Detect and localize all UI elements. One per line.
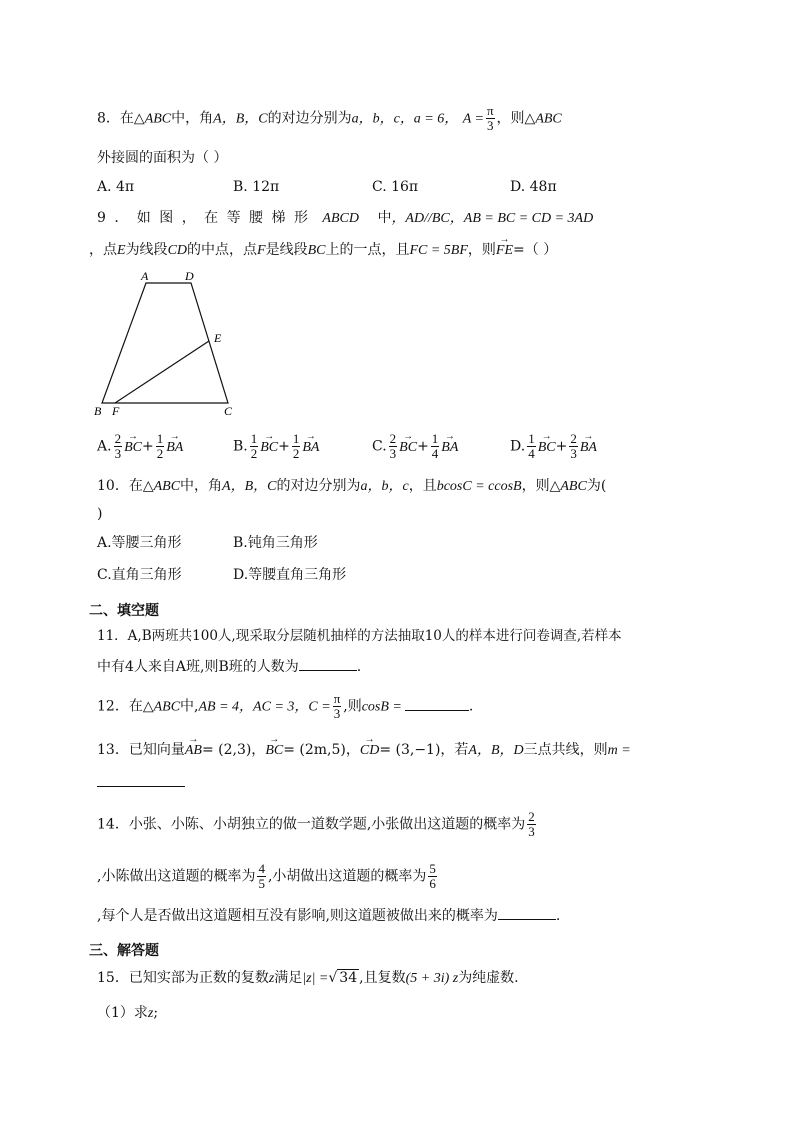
trapezoid-outline (102, 283, 228, 403)
q13-line1 (97, 740, 631, 761)
q12-cond: AB = 4，AC = 3，C = (198, 699, 331, 715)
q10-sides: a，b，c (360, 479, 409, 494)
q10-t5: ，则△ (521, 478, 561, 494)
q8-option-a: A. 4π (97, 179, 135, 195)
q11-text: 中有4人来自A班,则B班的人数为 (97, 659, 299, 675)
plus: + (417, 438, 429, 455)
q10-t1: 10．在△ (97, 478, 154, 494)
frac-den: 3 (487, 118, 494, 133)
option-label: C. (372, 438, 387, 455)
q9-cond: ，AD//BC，AB = BC = CD = 3AD (391, 211, 594, 226)
q14-t1: 14．小张、小陈、小胡独立的做一道数学题,小张做出这道题的概率为 (97, 816, 526, 833)
frac (156, 432, 165, 461)
q14-end: . (555, 908, 561, 924)
q10-t4: ，且 (408, 478, 437, 494)
frac-den: 4 (528, 446, 535, 461)
q14-frac2 (257, 862, 266, 891)
plus: + (278, 438, 290, 455)
frac-num: 1 (156, 431, 164, 446)
q9-f: F (257, 243, 266, 258)
q10-line2: ) (97, 506, 103, 522)
q14-line2 (97, 862, 439, 891)
q12-t2: 中, (180, 698, 199, 715)
q8-cond: ，a = 6， (399, 111, 459, 127)
q12-t3: ,则 (343, 698, 362, 715)
frac-den: 3 (570, 446, 577, 461)
q8-text2: 中，角 (171, 110, 214, 127)
q10-option-a: A.等腰三角形 (97, 535, 182, 551)
q10-option-b: B.钝角三角形 (233, 535, 318, 551)
q13-e1: = (2,3)， (201, 742, 266, 758)
q14-frac1 (527, 810, 536, 839)
frac (114, 432, 123, 461)
q9-trap: ABCD (322, 211, 359, 226)
q15-sub1-text: （1）求 (97, 1005, 148, 1021)
q12-end: . (468, 698, 474, 715)
q8-option-b: B. 12π (233, 179, 280, 195)
frac-den: 3 (528, 824, 535, 839)
q15-t2: 满足 (274, 970, 303, 986)
frac (527, 432, 536, 461)
q10-cond: bcosC = ccosB (436, 479, 522, 494)
q10-tri: ABC (153, 479, 181, 494)
q9-t6: ，则 (467, 242, 496, 258)
vector: → BA (166, 438, 183, 458)
option-label: A. (97, 438, 112, 455)
q11-end: . (356, 659, 362, 675)
q13-t1: 13．已知向量 (97, 742, 185, 758)
q15-sub1-end: ; (153, 1005, 159, 1021)
q10-t3: 的对边分别为 (276, 478, 361, 494)
q9-bc: BC (307, 243, 326, 258)
q9-option-b (233, 432, 319, 461)
plus: + (141, 438, 154, 455)
q8-sides: a，b，c (351, 111, 400, 127)
frac-den: 2 (292, 446, 300, 461)
q13-cd-vector: → CD (360, 741, 379, 761)
q9-t7: =（ ） (513, 242, 558, 258)
q9-line2 (89, 240, 557, 261)
frac (292, 432, 301, 461)
q12-cosb: cosB = (361, 699, 402, 715)
vector: → BA (302, 438, 319, 458)
frac-den: 5 (258, 876, 265, 891)
q8-line1 (97, 104, 562, 133)
q10-angles: A，B，C (222, 479, 277, 494)
q13-answer-blank[interactable] (97, 772, 185, 787)
q13-e3: = (3,−1)，若 (379, 742, 469, 758)
q12-line (97, 692, 473, 721)
frac (431, 432, 440, 461)
q12-t1: 12．在△ (97, 698, 154, 715)
q15-expr: (5 + 3i) z (405, 971, 459, 986)
q9-option-c (372, 432, 458, 461)
q9-fe-vector: → FE (496, 241, 513, 261)
frac-num: 1 (528, 431, 535, 446)
q12-frac (333, 692, 342, 721)
q9-t2: 为线段 (125, 242, 168, 258)
frac-den: 3 (114, 446, 122, 461)
frac-num: 2 (389, 431, 397, 446)
q13-t2: 三点共线，则 (523, 742, 608, 758)
vector: → BA (580, 438, 597, 458)
frac-num: π (333, 691, 341, 706)
q15-sub1-z: z (147, 1006, 154, 1021)
q10-tri2: ABC (560, 479, 587, 494)
frac-num: 4 (258, 861, 265, 876)
frac-num: 2 (570, 431, 577, 446)
q8-text3: 的对边分别为 (267, 110, 352, 127)
q13-points: A，B，D (468, 743, 524, 758)
frac (389, 432, 398, 461)
frac-den: 2 (250, 446, 258, 461)
label-e: E (214, 331, 222, 345)
q10-t2: 中，角 (180, 478, 223, 494)
label-a: A (141, 269, 149, 283)
q15-line (97, 968, 519, 989)
q9-option-d (510, 432, 597, 461)
trapezoid-figure (90, 268, 250, 418)
q12-tri: ABC (153, 699, 181, 715)
q13-line2 (97, 772, 185, 793)
q10-option-d: D.等腰直角三角形 (233, 567, 347, 583)
frac-den: 4 (431, 446, 439, 461)
q8-line2: 外接圆的面积为（ ） (97, 150, 228, 166)
q8-angles: A，B，C (213, 111, 268, 127)
q15-sqrt-value: 34 (339, 970, 358, 986)
q14-t4: ,每个人是否做出这道题相互没有影响,则这道题被做出来的概率为 (97, 908, 498, 924)
q8-tri: ABC (144, 111, 172, 127)
q9-fc-eq: FC = 5BF (409, 243, 468, 258)
q10-line1 (97, 476, 606, 497)
plus: + (555, 438, 568, 455)
q9-cd: CD (167, 243, 188, 258)
frac-num: 5 (429, 861, 436, 876)
q9-zhong: 中 (377, 210, 392, 226)
frac-num: 1 (431, 431, 439, 446)
q9-t4: 是线段 (265, 242, 308, 258)
vector: → BC (260, 438, 278, 458)
q11-answer-blank[interactable] (299, 656, 357, 671)
q14-t3: ,小胡做出这道题的概率为 (267, 868, 427, 885)
vector: → BC (538, 438, 556, 458)
q14-frac3 (428, 862, 437, 891)
q14-answer-blank[interactable] (498, 905, 556, 920)
q15-z: z (268, 971, 275, 986)
q15-t4: 为纯虚数. (458, 970, 519, 986)
vector: → BC (399, 438, 417, 458)
vector: → BA (441, 438, 458, 458)
q15-abs: |z| = (302, 971, 329, 986)
frac-num: 1 (292, 431, 300, 446)
q15-t3: ,且复数 (359, 970, 406, 986)
q13-e2: = (2m,5)， (283, 742, 360, 758)
section-3-heading: 三、解答题 (89, 943, 159, 959)
label-d: D (185, 269, 194, 283)
option-label: D. (510, 438, 526, 455)
section-2-heading: 二、填空题 (89, 603, 159, 619)
q8-option-d: D. 48π (510, 179, 557, 195)
q8-text4: ，则△ (496, 110, 536, 127)
q15-sub1 (97, 1003, 158, 1024)
q8-tri2: ABC (535, 111, 562, 127)
label-c: C (224, 404, 233, 418)
q11-line1: 11．A,B两班共100人,现采取分层随机抽样的方法抽取10人的样本进行问卷调查,若样本 (97, 628, 622, 644)
q9-text: 9 ． 如 图 ， 在 等 腰 梯 形 (97, 210, 308, 226)
q15-sqrt: √ 34 (328, 970, 358, 986)
q8-option-c: C. 16π (372, 179, 419, 195)
q9-option-a (97, 432, 183, 461)
frac-den: 6 (429, 876, 436, 891)
frac (250, 432, 259, 461)
vector: → BC (124, 438, 142, 458)
q11-line2 (97, 656, 361, 677)
q9-t5: 上的一点，且 (325, 242, 410, 258)
q8-text: 8．在△ (97, 110, 145, 127)
q10-option-c: C.直角三角形 (97, 567, 182, 583)
q12-answer-blank[interactable] (405, 696, 469, 711)
q8-a-eq: A = (462, 111, 484, 127)
q13-bc-vector: → BC (265, 741, 283, 761)
frac-num: 1 (250, 431, 258, 446)
label-f: F (112, 404, 120, 418)
frac-num: 2 (528, 809, 535, 824)
q9-t3: 的中点，点 (187, 242, 258, 258)
q9-line1 (97, 208, 593, 229)
q13-m: m = (607, 743, 631, 758)
frac-den: 3 (333, 706, 341, 721)
frac-num: 2 (114, 431, 122, 446)
segment-fe (115, 341, 209, 403)
frac-den: 2 (156, 446, 164, 461)
q13-ab-vector: → AB (185, 741, 202, 761)
q8-frac (486, 104, 495, 133)
q9-t1: ，点 (89, 242, 117, 258)
q14-line3 (97, 905, 560, 926)
q15-t1: 15．已知实部为正数的复数 (97, 970, 269, 986)
frac-num: π (486, 103, 494, 118)
option-label: B. (233, 438, 248, 455)
q14-t2: ,小陈做出这道题的概率为 (97, 868, 256, 885)
q10-t6: 为( (586, 478, 607, 494)
frac-den: 3 (389, 446, 397, 461)
q9-e: E (117, 243, 126, 258)
label-b: B (94, 404, 102, 418)
frac (569, 432, 578, 461)
q14-line1 (97, 810, 538, 839)
